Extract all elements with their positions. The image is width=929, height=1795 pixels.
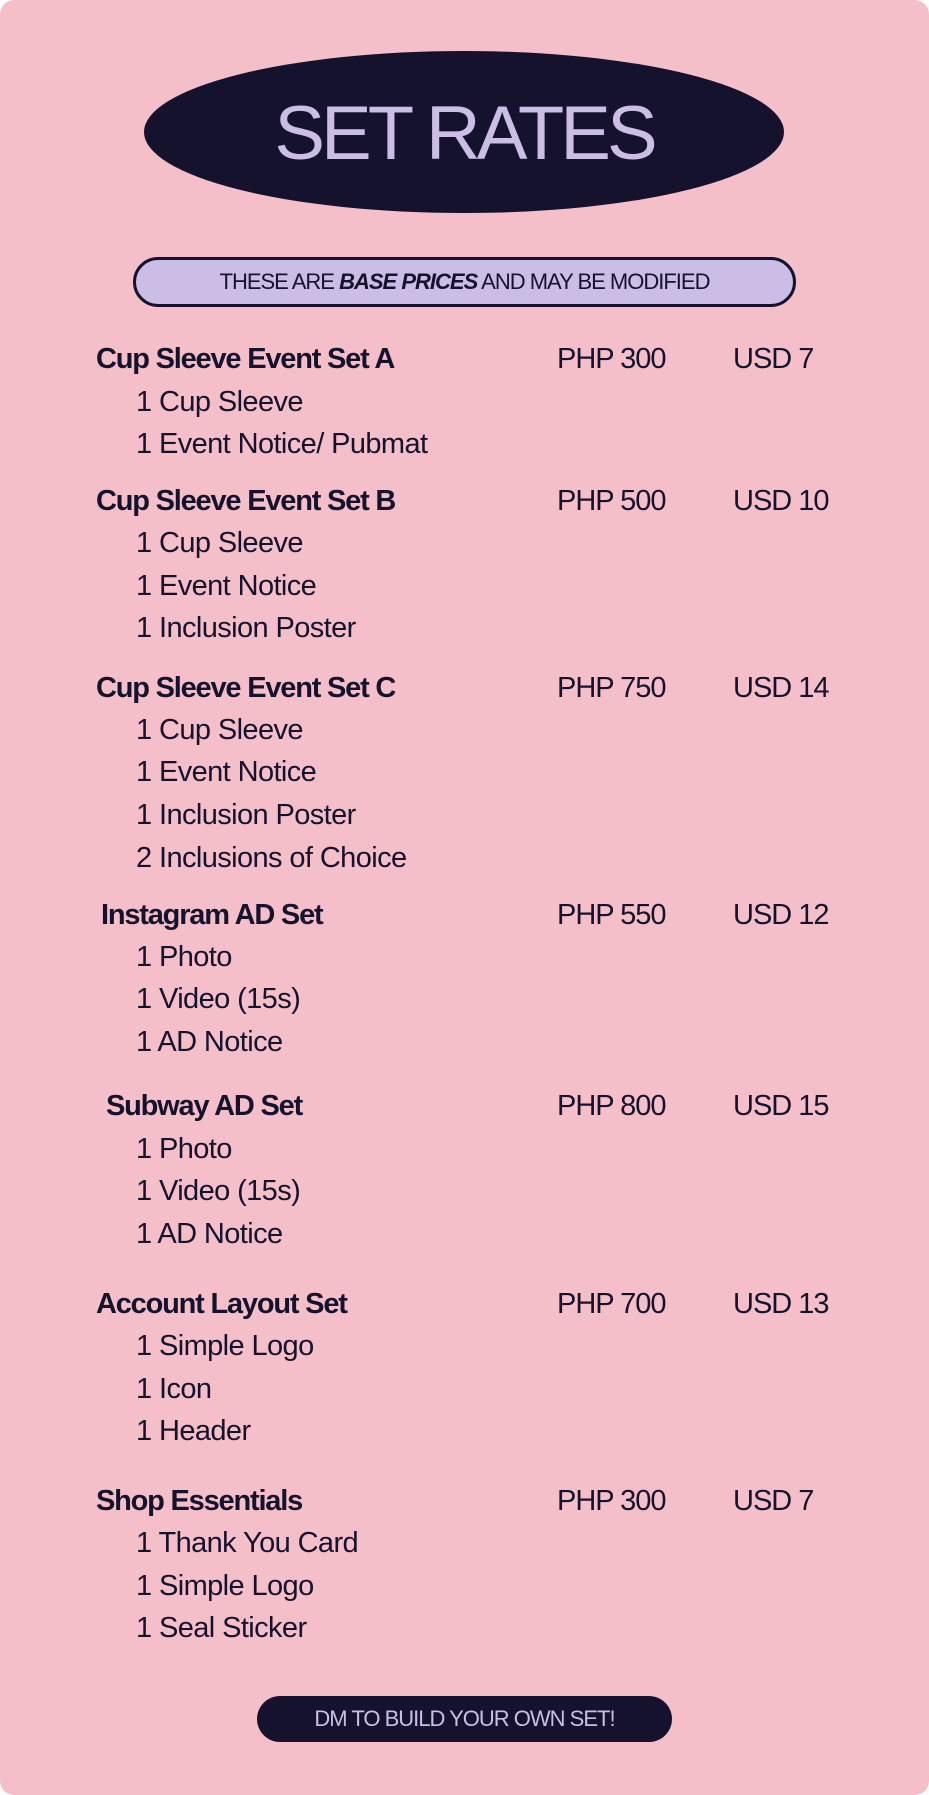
- price-usd: USD 7: [733, 343, 814, 375]
- page-title: SET RATES: [274, 91, 654, 176]
- set-item: 1 Photo: [136, 941, 232, 973]
- set-name: Subway AD Set: [106, 1090, 303, 1122]
- set-item: 1 Inclusion Poster: [136, 612, 356, 644]
- price-usd: USD 12: [733, 899, 829, 931]
- price-php: PHP 500: [557, 485, 666, 517]
- price-php: PHP 800: [557, 1090, 666, 1122]
- price-php: PHP 700: [557, 1288, 666, 1320]
- note-suffix: AND MAY BE MODIFIED: [477, 269, 710, 294]
- price-php: PHP 550: [557, 899, 666, 931]
- set-item: 1 Cup Sleeve: [136, 527, 303, 559]
- set-item: 1 Event Notice: [136, 570, 317, 602]
- set-item: 1 Cup Sleeve: [136, 386, 303, 418]
- set-name: Instagram AD Set: [101, 899, 323, 931]
- price-usd: USD 10: [733, 485, 829, 517]
- price-usd: USD 15: [733, 1090, 829, 1122]
- price-php: PHP 300: [557, 1485, 666, 1517]
- set-item: 2 Inclusions of Choice: [136, 842, 407, 874]
- set-item: 1 AD Notice: [136, 1026, 283, 1058]
- set-item: 1 Simple Logo: [136, 1330, 314, 1362]
- set-item: 1 Cup Sleeve: [136, 714, 303, 746]
- price-php: PHP 750: [557, 672, 666, 704]
- dm-call-to-action: [257, 1696, 672, 1742]
- set-item: 1 Event Notice: [136, 756, 317, 788]
- set-item: 1 Seal Sticker: [136, 1612, 307, 1644]
- price-usd: USD 7: [733, 1485, 814, 1517]
- set-item: 1 Video (15s): [136, 1175, 301, 1207]
- set-item: 1 Header: [136, 1415, 251, 1447]
- base-price-note: [133, 257, 796, 307]
- set-item: 1 Icon: [136, 1373, 212, 1405]
- set-name: Cup Sleeve Event Set A: [96, 343, 395, 375]
- note-emphasis: BASE PRICES: [339, 269, 478, 294]
- set-item: 1 AD Notice: [136, 1218, 283, 1250]
- price-usd: USD 14: [733, 672, 829, 704]
- set-item: 1 Thank You Card: [136, 1527, 359, 1559]
- footer-text: DM TO BUILD YOUR OWN SET!: [314, 1706, 615, 1731]
- set-item: 1 Simple Logo: [136, 1570, 314, 1602]
- set-item: 1 Inclusion Poster: [136, 799, 356, 831]
- set-name: Cup Sleeve Event Set B: [96, 485, 396, 517]
- set-name: Cup Sleeve Event Set C: [96, 672, 396, 704]
- title-badge: [144, 51, 784, 213]
- price-php: PHP 300: [557, 343, 666, 375]
- set-item: 1 Event Notice/ Pubmat: [136, 428, 428, 460]
- price-usd: USD 13: [733, 1288, 829, 1320]
- set-name: Account Layout Set: [96, 1288, 347, 1320]
- set-item: 1 Video (15s): [136, 983, 301, 1015]
- note-prefix: THESE ARE: [219, 269, 340, 294]
- set-name: Shop Essentials: [96, 1485, 303, 1517]
- set-item: 1 Photo: [136, 1133, 232, 1165]
